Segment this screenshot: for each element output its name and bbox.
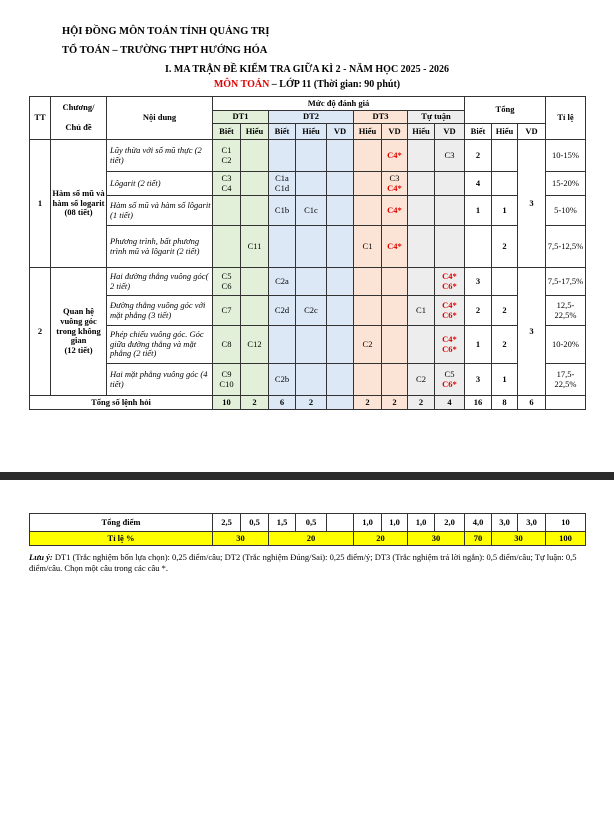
cell-value: C1 [362, 240, 373, 251]
total-score-cell: 1,5 [269, 514, 296, 532]
cell-value: C2a [275, 275, 289, 286]
cell-value: C2 [221, 154, 232, 165]
cell-dt2-biet [269, 172, 296, 196]
total-score-cell [327, 514, 354, 532]
cell-t-biet [465, 326, 492, 364]
h-dt1-biet: Biết [213, 124, 241, 140]
cell-tl-vd [435, 196, 465, 226]
cell-value: C3 [444, 149, 455, 160]
chapter-title: Hàm số mũ và hàm số logarit [52, 187, 105, 208]
cell-value: C5 [444, 368, 455, 379]
cell-t-biet [465, 226, 492, 268]
content-cell: Lôgarit (2 tiết) [107, 172, 213, 196]
content-cell: Hai đường thẳng vuông góc( 2 tiết) [107, 268, 213, 296]
cell-t-hieu [492, 364, 518, 396]
cell-value: C3 [389, 172, 400, 183]
total-questions-cell: 2 [408, 396, 435, 410]
cell-value: C4* [387, 149, 402, 160]
cell-dt2-hieu [296, 296, 327, 326]
cell-dt1-hieu [241, 296, 269, 326]
col-tt: TT [30, 97, 51, 140]
table-row [30, 326, 586, 364]
cell-t-biet [465, 364, 492, 396]
cell-value: C7 [221, 304, 232, 315]
h-dt2-biet: Biết [269, 124, 296, 140]
cell-tl-vd [435, 326, 465, 364]
cell-dt2-biet [269, 326, 296, 364]
ratio-dt2: 20 [269, 532, 354, 546]
cell-dt1-hieu [241, 140, 269, 172]
cell-dt1-biet [213, 364, 241, 396]
h-dt2-hieu: Hiểu [296, 124, 327, 140]
subtitle-rest: – LỚP 11 (Thời gian: 90 phút) [269, 79, 401, 90]
total-score-cell: 1,0 [354, 514, 382, 532]
chapter-hours: (12 tiết) [64, 345, 93, 356]
chapter-title: Quan hệ vuông góc trong không gian [56, 306, 101, 346]
cell-dt3-vd [382, 172, 408, 196]
total-score-label: Tổng điểm [30, 514, 213, 532]
cell-t-hieu [492, 172, 518, 196]
cell-value: C1 [416, 304, 426, 315]
cell-dt2-vd [327, 326, 354, 364]
cell-dt2-hieu [296, 364, 327, 396]
h-tl-vd: VD [435, 124, 465, 140]
ratio-total: 100 [546, 532, 586, 546]
cell-dt2-hieu [296, 326, 327, 364]
cell-t-hieu [492, 140, 518, 172]
h-dt3-vd: VD [382, 124, 408, 140]
cell-dt2-biet [269, 296, 296, 326]
cell-value: C9 [221, 368, 232, 379]
cell-value: C1a [275, 172, 289, 183]
cell-t-biet [465, 196, 492, 226]
chapter-name [51, 140, 107, 268]
ratio-cell: 7,5-17,5% [546, 268, 586, 296]
h-dt1-hieu: Hiểu [241, 124, 269, 140]
cell-tl-vd [435, 140, 465, 172]
cell-value: C4* [387, 240, 402, 251]
cell-dt1-hieu [241, 268, 269, 296]
table-row [30, 140, 586, 172]
footnote [29, 552, 589, 573]
cell-value: 3 [475, 275, 481, 286]
cell-value: C4* [387, 182, 402, 193]
cell-t-biet [465, 140, 492, 172]
footnote-label: Lưu ý: [29, 552, 53, 562]
h-t-vd: VD [518, 124, 546, 140]
chapter-name [51, 268, 107, 396]
cell-value: C1c [304, 204, 318, 215]
table-row [30, 196, 586, 226]
total-score-cell: 0,5 [241, 514, 269, 532]
table-row [30, 226, 586, 268]
cell-dt3-hieu [354, 196, 382, 226]
cell-dt2-vd [327, 196, 354, 226]
cell-dt2-vd [327, 364, 354, 396]
cell-value: C8 [221, 338, 232, 349]
cell-dt2-vd [327, 140, 354, 172]
ratio-cell: 5-10% [546, 196, 586, 226]
cell-value: 3 [475, 373, 481, 384]
total-questions-cell: 2 [382, 396, 408, 410]
subject-label: MÔN TOÁN [213, 79, 270, 90]
cell-dt1-biet [213, 326, 241, 364]
h-tl-hieu: Hiểu [408, 124, 435, 140]
ratio-hieu: 30 [492, 532, 546, 546]
cell-value: C2 [362, 338, 373, 349]
content-cell: Hàm số mũ và hàm số lôgarit (1 tiết) [107, 196, 213, 226]
content-cell: Lũy thừa với số mũ thực (2 tiết) [107, 140, 213, 172]
table-row [30, 268, 586, 296]
cell-t-biet [465, 296, 492, 326]
table-row [30, 172, 586, 196]
cell-value: C4 [221, 182, 232, 193]
table-row [30, 364, 586, 396]
cell-dt2-hieu [296, 226, 327, 268]
cell-dt2-vd [327, 268, 354, 296]
ratio-cell: 10-15% [546, 140, 586, 172]
page-separator [0, 472, 614, 480]
total-questions-cell: 8 [492, 396, 518, 410]
cell-tl-hieu [408, 326, 435, 364]
cell-dt3-hieu [354, 296, 382, 326]
cell-tl-hieu [408, 140, 435, 172]
cell-value: C12 [247, 338, 262, 349]
cell-tl-hieu [408, 226, 435, 268]
cell-dt1-biet [213, 268, 241, 296]
total-questions-cell: 2 [296, 396, 327, 410]
cell-dt2-hieu [296, 196, 327, 226]
total-questions-cell: 2 [241, 396, 269, 410]
table-row [30, 296, 586, 326]
cell-value: C2 [416, 373, 426, 384]
total-questions-cell: 6 [269, 396, 296, 410]
cell-dt1-biet [213, 296, 241, 326]
ratio-dt1: 30 [213, 532, 269, 546]
total-score-cell: 3,0 [518, 514, 546, 532]
cell-dt1-hieu [241, 326, 269, 364]
cell-dt2-biet [269, 196, 296, 226]
group-total-vd: 3 [518, 140, 546, 268]
col-dt2: DT2 [269, 111, 354, 124]
total-questions-cell: 6 [518, 396, 546, 410]
col-ratio: Tỉ lệ [546, 97, 586, 140]
cell-dt1-biet [213, 140, 241, 172]
cell-dt3-vd [382, 140, 408, 172]
cell-tl-vd [435, 172, 465, 196]
council-name: HỘI ĐỒNG MÔN TOÁN TỈNH QUẢNG TRỊ [62, 26, 270, 37]
school-name: TỔ TOÁN – TRƯỜNG THPT HƯỚNG HÓA [62, 45, 268, 56]
cell-dt2-biet [269, 226, 296, 268]
col-chapter-l1: Chương/ [62, 102, 95, 113]
total-questions-cell: 2 [354, 396, 382, 410]
cell-dt3-hieu [354, 140, 382, 172]
cell-t-hieu [492, 268, 518, 296]
cell-dt3-vd [382, 226, 408, 268]
cell-dt3-vd [382, 326, 408, 364]
cell-tl-hieu [408, 268, 435, 296]
cell-dt3-hieu [354, 226, 382, 268]
col-level: Mức độ đánh giá [213, 97, 465, 111]
total-questions-cell: 10 [213, 396, 241, 410]
cell-tl-hieu [408, 364, 435, 396]
cell-value: C5 [221, 270, 232, 281]
ratio-cell: 17,5-22,5% [546, 364, 586, 396]
cell-value: C6* [442, 309, 457, 320]
total-score-cell: 1,0 [382, 514, 408, 532]
cell-value: C4* [387, 204, 402, 215]
cell-dt2-hieu [296, 172, 327, 196]
total-score-cell: 10 [546, 514, 586, 532]
col-chapter-l2: Chủ đề [65, 121, 92, 132]
cell-tl-hieu [408, 172, 435, 196]
cell-value: C1b [274, 204, 290, 215]
cell-dt3-hieu [354, 268, 382, 296]
cell-dt1-hieu [241, 364, 269, 396]
cell-value: C2b [274, 373, 290, 384]
cell-tl-vd [435, 296, 465, 326]
page-title: I. MA TRẬN ĐỀ KIỂM TRA GIỮA KÌ 2 - NĂM HỌC 2025 - 2026 [165, 64, 449, 75]
total-score-cell: 2,5 [213, 514, 241, 532]
total-score-cell: 0,5 [296, 514, 327, 532]
cell-dt3-vd [382, 296, 408, 326]
ratio-dt3: 20 [354, 532, 408, 546]
h-dt2-vd: VD [327, 124, 354, 140]
col-dt3: DT3 [354, 111, 408, 124]
cell-dt2-biet [269, 364, 296, 396]
cell-t-biet [465, 268, 492, 296]
total-score-cell: 2,0 [435, 514, 465, 532]
total-questions-cell [327, 396, 354, 410]
matrix-table [29, 96, 586, 410]
cell-value: C6* [442, 280, 457, 291]
total-score-cell: 1,0 [408, 514, 435, 532]
ratio-biet: 70 [465, 532, 492, 546]
chapter-hours: (08 tiết) [64, 207, 93, 218]
cell-value: 1 [502, 204, 507, 215]
cell-value: C4* [442, 270, 457, 281]
total-questions-cell [546, 396, 586, 410]
cell-value: C3 [221, 172, 232, 183]
ratio-cell: 7,5-12,5% [546, 226, 586, 268]
cell-dt3-vd [382, 196, 408, 226]
col-chapter [51, 97, 107, 140]
cell-dt1-biet [213, 226, 241, 268]
cell-dt2-biet [269, 140, 296, 172]
total-questions-row [30, 396, 586, 410]
cell-t-hieu [492, 196, 518, 226]
col-total: Tổng [465, 97, 546, 124]
h-t-hieu: Hiểu [492, 124, 518, 140]
cell-dt2-vd [327, 296, 354, 326]
cell-value: 4 [475, 177, 481, 188]
cell-value: 2 [502, 338, 507, 349]
group-total-vd: 3 [518, 268, 546, 396]
chapter-number: 2 [30, 268, 51, 396]
cell-t-hieu [492, 226, 518, 268]
cell-dt3-hieu [354, 172, 382, 196]
total-score-row [30, 514, 586, 532]
cell-dt1-biet [213, 196, 241, 226]
ratio-cell: 15-20% [546, 172, 586, 196]
cell-value: C11 [247, 240, 262, 251]
cell-dt2-vd [327, 172, 354, 196]
chapter-number: 1 [30, 140, 51, 268]
col-content: Nội dung [107, 97, 213, 140]
total-questions-cell: 4 [435, 396, 465, 410]
cell-value: C1 [221, 144, 232, 155]
total-questions-label: Tổng số lệnh hỏi [30, 396, 213, 410]
cell-tl-vd [435, 268, 465, 296]
cell-value: 1 [475, 204, 481, 215]
col-tu-tuan: Tự tuận [408, 111, 465, 124]
ratio-cell: 12,5-22,5% [546, 296, 586, 326]
ratio-tl: 30 [408, 532, 465, 546]
cell-dt1-biet [213, 172, 241, 196]
cell-value: C2c [304, 304, 318, 315]
cell-dt1-hieu [241, 172, 269, 196]
cell-dt3-hieu [354, 326, 382, 364]
cell-dt2-hieu [296, 268, 327, 296]
cell-dt3-vd [382, 364, 408, 396]
cell-t-hieu [492, 296, 518, 326]
content-cell: Phép chiếu vuông góc. Góc giữa đường thẳng và mặt phẳng (2 tiết) [107, 326, 213, 364]
cell-value: C6 [221, 280, 232, 291]
cell-value: C6* [442, 378, 457, 389]
h-t-biet: Biết [465, 124, 492, 140]
cell-value: C10 [219, 378, 234, 389]
cell-dt3-hieu [354, 364, 382, 396]
score-table [29, 513, 586, 546]
cell-tl-vd [435, 226, 465, 268]
h-dt3-hieu: Hiểu [354, 124, 382, 140]
total-score-cell: 4,0 [465, 514, 492, 532]
total-questions-cell: 16 [465, 396, 492, 410]
ratio-cell: 10-20% [546, 326, 586, 364]
cell-value: C2d [274, 304, 290, 315]
col-dt1: DT1 [213, 111, 269, 124]
cell-tl-hieu [408, 296, 435, 326]
ratio-label: Tỉ lệ % [30, 532, 213, 546]
cell-value: 1 [502, 373, 507, 384]
cell-dt2-vd [327, 226, 354, 268]
cell-value: C4* [442, 333, 457, 344]
page-subtitle [0, 79, 614, 90]
total-score-cell: 3,0 [492, 514, 518, 532]
cell-dt2-hieu [296, 140, 327, 172]
content-cell: Đường thẳng vuông góc với mặt phẳng (3 tiết) [107, 296, 213, 326]
ratio-row [30, 532, 586, 546]
cell-dt3-vd [382, 268, 408, 296]
cell-value: C4* [442, 299, 457, 310]
cell-t-biet [465, 172, 492, 196]
content-cell: Phương trình, bất phương trình mũ và lôgarit (2 tiết) [107, 226, 213, 268]
cell-value: 2 [475, 149, 481, 160]
cell-tl-vd [435, 364, 465, 396]
cell-dt1-hieu [241, 196, 269, 226]
cell-value: C1d [274, 182, 290, 193]
cell-value: 2 [502, 304, 507, 315]
cell-t-hieu [492, 326, 518, 364]
cell-tl-hieu [408, 196, 435, 226]
cell-value: C6* [442, 343, 457, 354]
cell-value: 2 [475, 304, 481, 315]
cell-value: 1 [475, 338, 481, 349]
content-cell: Hai mặt phẳng vuông góc (4 tiết) [107, 364, 213, 396]
footnote-text: DT1 (Trắc nghiệm bốn lựa chọn): 0,25 điểm/câu; DT2 (Trắc nghiệm Đúng/Sai): 0,25 điểm/ý; DT3 (Trắc nghiệm trả lời ngắn): 0,5 điểm/câu; Tự luận: 0,5 điểm/câu. Chọn một câu trong các câu *. [29, 552, 577, 573]
cell-value: 2 [502, 240, 507, 251]
cell-dt2-biet [269, 268, 296, 296]
cell-dt1-hieu [241, 226, 269, 268]
